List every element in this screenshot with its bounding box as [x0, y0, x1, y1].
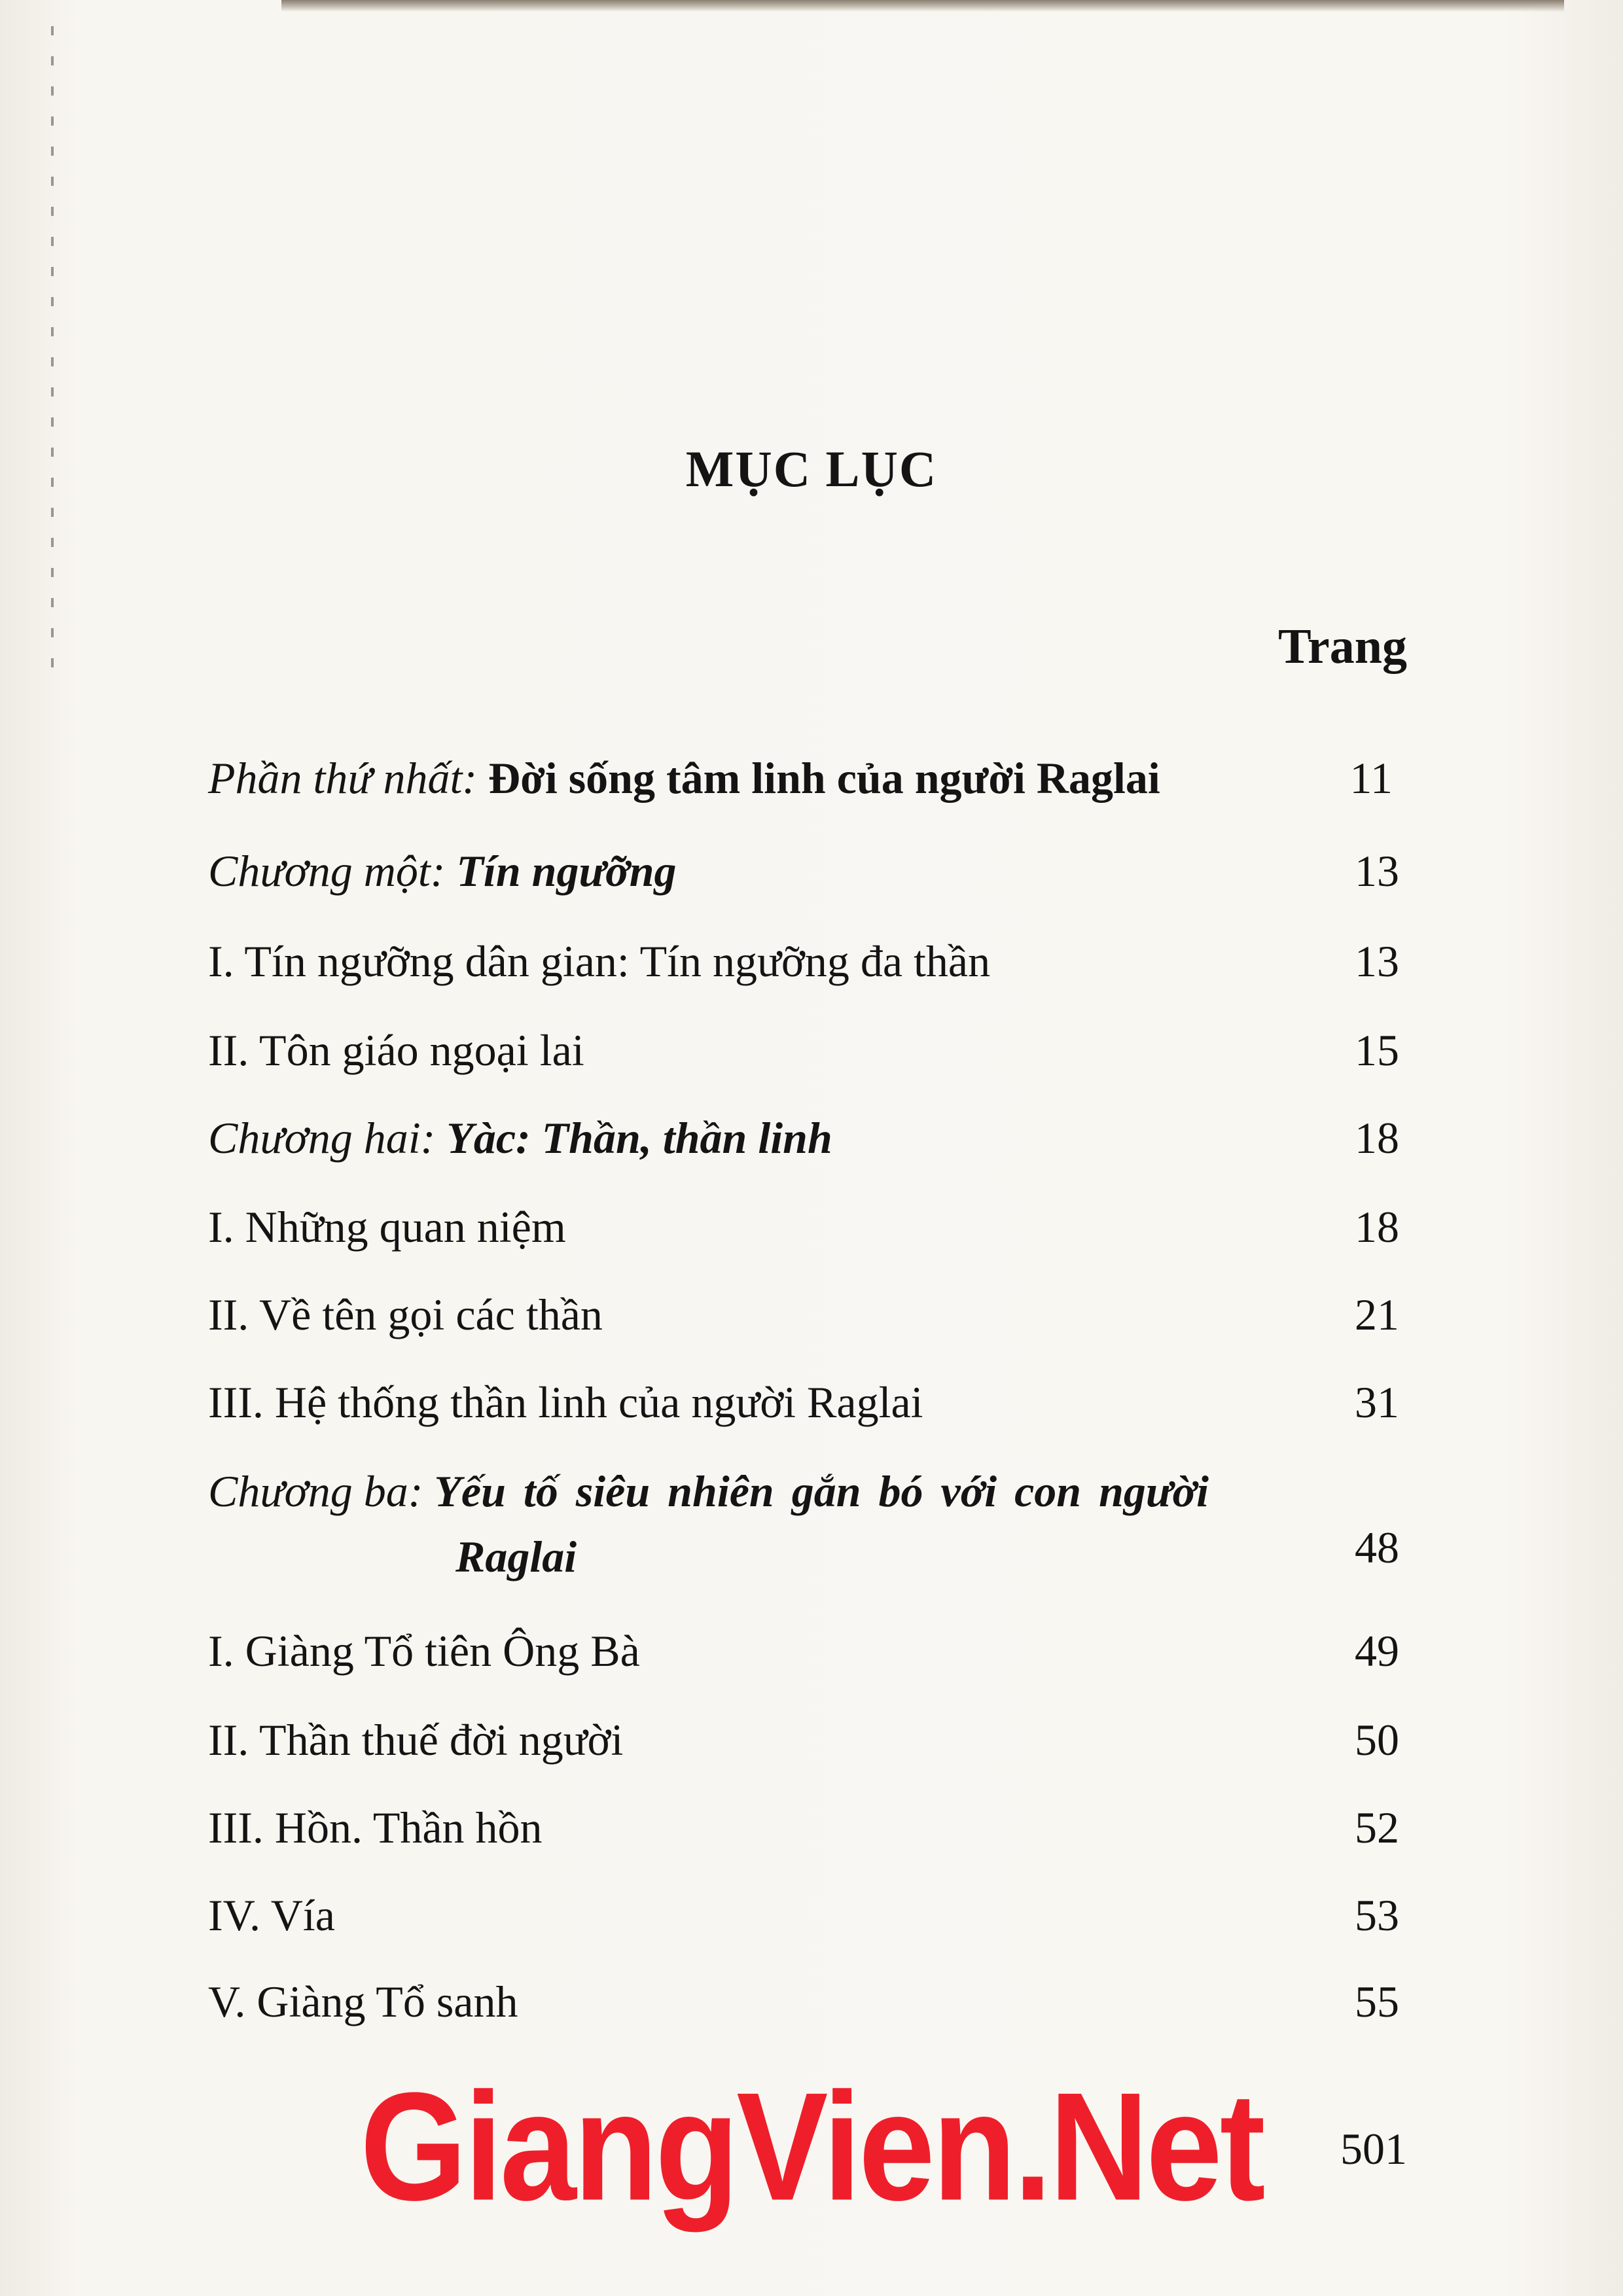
toc-entry[interactable] — [208, 1201, 1399, 1253]
page-top-edge — [281, 0, 1564, 12]
toc-entry-title: III. Hệ thống thần linh của người Raglai — [208, 1377, 923, 1427]
toc-entry-prefix: Chương hai: — [208, 1113, 436, 1163]
toc-entry-title: III. Hồn. Thần hồn — [208, 1803, 543, 1852]
toc-entry-title: Yếu tố siêu nhiên gắn bó với con người — [434, 1466, 1209, 1516]
toc-entry[interactable] — [208, 1976, 1399, 2028]
toc-entry-title: II. Về tên gọi các thần — [208, 1290, 603, 1339]
toc-entry-prefix: Chương ba: — [208, 1466, 423, 1516]
toc-entry[interactable] — [208, 1890, 1399, 1941]
toc-entry-page: 21 — [1355, 1290, 1399, 1339]
toc-entry-title: Đời sống tâm linh của người Raglai — [488, 753, 1160, 803]
page-binding-edge — [51, 26, 54, 667]
toc-entry-page: 18 — [1355, 1202, 1399, 1252]
toc-entry-title: II. Thần thuế đời người — [208, 1715, 624, 1765]
toc-entry-page: 31 — [1355, 1377, 1399, 1427]
toc-entry-title: II. Tôn giáo ngoại lai — [208, 1025, 584, 1075]
toc-entry-prefix: Phần thứ nhất: — [208, 753, 478, 803]
toc-entry[interactable] — [208, 1377, 1399, 1428]
toc-entry-title: I. Những quan niệm — [208, 1202, 566, 1252]
toc-entry-title: I. Giàng Tổ tiên Ông Bà — [208, 1626, 640, 1676]
toc-entry-page: 53 — [1355, 1890, 1399, 1940]
toc-entry[interactable] — [208, 1025, 1399, 1076]
toc-entry-page: 50 — [1355, 1715, 1399, 1765]
toc-entry-page: 55 — [1355, 1977, 1399, 2026]
watermark-logo: GiangVien.Net — [360, 2060, 1263, 2233]
toc-entry-page: 49 — [1355, 1626, 1399, 1676]
toc-entry-title: IV. Vía — [208, 1890, 335, 1940]
toc-entry[interactable] — [208, 1714, 1399, 1766]
toc-entry-chapter-2[interactable] — [208, 1112, 1399, 1164]
toc-entry-page: 48 — [1355, 1523, 1399, 1572]
toc-entry-page: 13 — [1355, 936, 1399, 986]
toc-entry-page: 13 — [1355, 846, 1399, 896]
toc-entry-title: V. Giàng Tổ sanh — [208, 1977, 518, 2026]
toc-entry[interactable] — [208, 1289, 1399, 1341]
toc-entry-title: Tín ngưỡng — [456, 846, 677, 896]
page-title: MỤC LỤC — [685, 440, 938, 497]
toc-entry-title: I. Tín ngưỡng dân gian: Tín ngưỡng đa thần — [208, 936, 991, 986]
toc-entry-page: 18 — [1355, 1113, 1399, 1163]
toc-entry-chapter-1[interactable] — [208, 845, 1399, 897]
toc-entry-chapter-3[interactable] — [208, 1466, 1399, 1590]
toc-entry-title: Yàc: Thần, thần linh — [446, 1113, 832, 1163]
toc-entry-prefix: Chương một: — [208, 846, 446, 896]
toc-entry[interactable] — [208, 936, 1399, 987]
toc-entry-title-continuation: Raglai — [455, 1532, 577, 1581]
page-column-header: Trang — [1277, 619, 1407, 674]
toc-entry[interactable] — [208, 1802, 1399, 1854]
toc-entry-page: 15 — [1355, 1025, 1399, 1075]
page-number: 501 — [1340, 2124, 1407, 2174]
toc-entry[interactable] — [208, 1625, 1399, 1677]
toc-entry-part-1[interactable] — [208, 752, 1399, 804]
toc-entry-page: 52 — [1355, 1803, 1399, 1852]
toc-entry-page: 11 — [1349, 753, 1393, 803]
